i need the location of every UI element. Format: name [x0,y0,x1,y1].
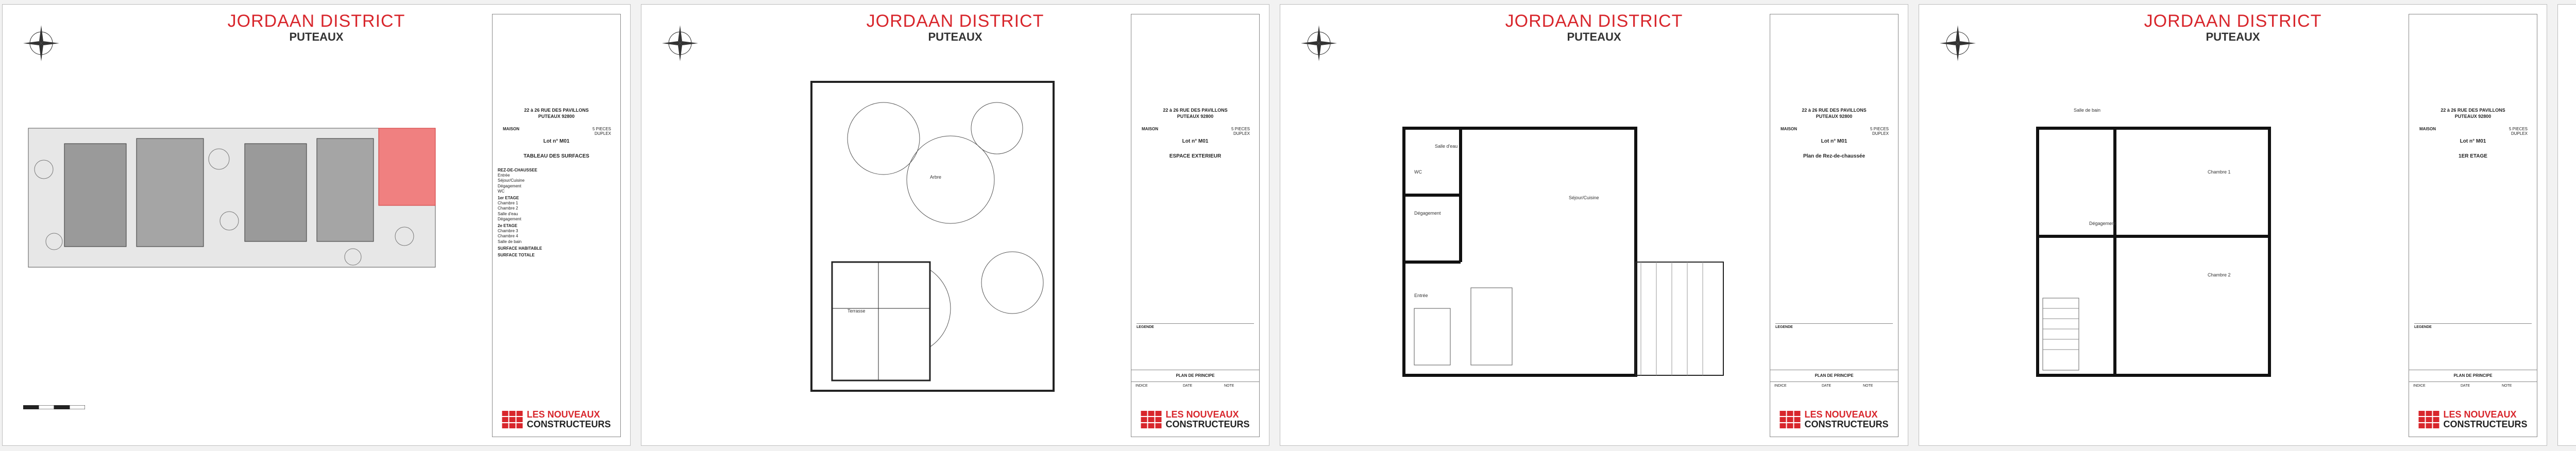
surface-row [498,189,615,194]
cartouche [2409,381,2537,402]
address: 22 à 26 RUE DES PAVILLONS PUTEAUX 92800 [1163,108,1228,119]
surface-row [498,206,615,211]
cartouche-date: DATE [1822,384,1832,388]
company-logo [2418,410,2527,429]
legend [1775,323,1893,365]
cartouche-note: NOTE [2502,384,2512,388]
info-panel [492,14,621,437]
cartouche-note: NOTE [1863,384,1873,388]
typology: 5 PIECES DUPLEX [592,127,611,136]
legend [2414,323,2532,365]
sheet-site-plan [2,4,631,446]
room-label: Salle d'eau [1435,144,1458,149]
legend-title: LEGENDE [1137,325,1154,329]
legend-title: LEGENDE [2414,325,2432,329]
sheet-subtitle: 1ER ETAGE [2459,153,2487,159]
sheet-subtitle: Plan de Rez-de-chaussée [1803,153,1866,159]
project-city: PUTEAUX [2206,30,2260,43]
legend [1137,323,1254,365]
cartouche [1131,381,1259,402]
maison-label: MAISON [2419,127,2436,131]
cartouche-date: DATE [1183,384,1193,388]
sheet-exterior [641,4,1269,446]
ground-floor-plan [1301,66,1754,401]
site-plan-drawing [23,66,477,401]
project-city: PUTEAUX [289,30,344,43]
compass-icon [1300,24,1338,62]
project-city: PUTEAUX [1567,30,1621,43]
plan-label: PLAN DE PRINCIPE [1131,370,1259,382]
surface-label: 2e ETAGE [498,223,518,229]
sheet-first-floor [1919,4,2547,446]
cartouche-indice: INDICE [1774,384,1787,388]
surface-row [498,168,615,173]
lot-number: Lot n° M01 [2460,138,2486,144]
project-title: JORDAAN DISTRICT [866,11,1044,31]
surface-row [498,223,615,229]
cartouche-indice: INDICE [1136,384,1148,388]
sheet-subtitle: ESPACE EXTERIEUR [1169,153,1222,159]
cartouche-date: DATE [2461,384,2470,388]
lot-number: Lot n° M01 [1821,138,1848,144]
surface-row [498,239,615,245]
surface-label: SURFACE HABITABLE [498,246,543,251]
surface-label: REZ-DE-CHAUSSEE [498,168,537,172]
logo-line2: CONSTRUCTEURS [1165,419,1250,429]
sheet-title [2558,12,2576,44]
project-title: JORDAAN DISTRICT [2144,11,2322,31]
logo-line2: CONSTRUCTEURS [2443,419,2528,429]
project-title: JORDAAN DISTRICT [227,11,405,31]
surface-row [498,178,615,183]
company-logo [1141,410,1249,429]
lot-number: Lot n° M01 [543,138,570,144]
typology: 5 PIECES DUPLEX [1231,127,1250,136]
typology: 5 PIECES DUPLEX [1870,127,1889,136]
company-logo [502,410,611,429]
surface-row [498,212,615,217]
company-logo [1780,410,1888,429]
surface-row [498,201,615,206]
info-panel [1131,14,1260,437]
sheet-second-floor [2557,4,2576,446]
address: 22 à 26 RUE DES PAVILLONS PUTEAUX 92800 [524,108,589,119]
maison-row [1142,127,1250,136]
surface-row [498,253,615,258]
cartouche-indice: INDICE [2413,384,2426,388]
room-label: Chambre 1 [2208,169,2231,175]
room-label: Séjour/Cuisine [1569,195,1599,200]
room-label: Dégagement [1414,211,1441,216]
surface-label: Chambre 4 [498,234,518,239]
room-label: Salle de bain [2074,108,2101,113]
surface-label: Salle de bain [498,239,522,244]
surface-label: SURFACE TOTALE [498,253,535,258]
maison-row [2419,127,2528,136]
project-city [2558,30,2576,44]
room-label: Arbre [930,175,942,180]
logo-line2: CONSTRUCTEURS [527,419,611,429]
sheet-ground-floor [1280,4,1908,446]
logo-line2: CONSTRUCTEURS [1804,419,1889,429]
cartouche [1770,381,1898,402]
project-title: JORDAAN DISTRICT [1505,11,1683,31]
logo-bricks-icon [1780,411,1800,428]
room-label: Entrée [1414,293,1428,298]
surface-label: Dégagement [498,216,521,221]
maison-label: MAISON [1781,127,1797,131]
logo-bricks-icon [1141,411,1161,428]
compass-icon [22,24,60,62]
compass-icon [1939,24,1977,62]
project-title [2558,12,2576,30]
surface-table [498,166,615,258]
room-label: Terrasse [848,308,866,314]
cartouche-note: NOTE [1224,384,1234,388]
logo-bricks-icon [502,411,522,428]
surface-row [498,229,615,234]
lot-number: Lot n° M01 [1182,138,1209,144]
first-floor-plan [1940,66,2393,401]
project-city: PUTEAUX [928,30,982,43]
logo-line1: LES NOUVEAUX [527,409,600,420]
surface-row [498,246,615,251]
plan-label: PLAN DE PRINCIPE [2409,370,2537,382]
legend-title: LEGENDE [1775,325,1793,329]
room-label: Chambre 2 [2208,272,2231,277]
info-panel [1770,14,1899,437]
maison-row [1781,127,1889,136]
compass-icon [661,24,699,62]
sheet-subtitle: TABLEAU DES SURFACES [523,153,589,159]
room-label: WC [1414,169,1422,175]
logo-line1: LES NOUVEAUX [2443,409,2517,420]
exterior-plan-drawing [662,66,1115,401]
surface-label: 1er ETAGE [498,196,519,201]
surface-label: Séjour/Cuisine [498,178,525,183]
room-label: Dégagement [2089,221,2116,226]
surface-row [498,217,615,222]
scale-bar [23,405,85,409]
surface-label: Chambre 2 [498,206,518,211]
logo-bricks-icon [2418,411,2439,428]
typology: 5 PIECES DUPLEX [2509,127,2528,136]
surface-row [498,234,615,239]
maison-row [503,127,611,136]
surface-label: Entrée [498,173,510,178]
surface-row [498,196,615,201]
address: 22 à 26 RUE DES PAVILLONS PUTEAUX 92800 [1802,108,1867,119]
maison-label: MAISON [1142,127,1158,131]
surface-row [498,184,615,189]
surface-label: Chambre 3 [498,229,518,234]
address: 22 à 26 RUE DES PAVILLONS PUTEAUX 92800 [2441,108,2505,119]
surface-label: Chambre 1 [498,201,518,206]
surface-row [498,173,615,178]
logo-line1: LES NOUVEAUX [1804,409,1878,420]
maison-label: MAISON [503,127,519,131]
info-panel [2409,14,2537,437]
logo-line1: LES NOUVEAUX [1165,409,1239,420]
plan-label: PLAN DE PRINCIPE [1770,370,1898,382]
surface-label: WC [498,188,505,194]
surface-label: Salle d'eau [498,211,518,216]
surface-label: Dégagement [498,183,521,188]
